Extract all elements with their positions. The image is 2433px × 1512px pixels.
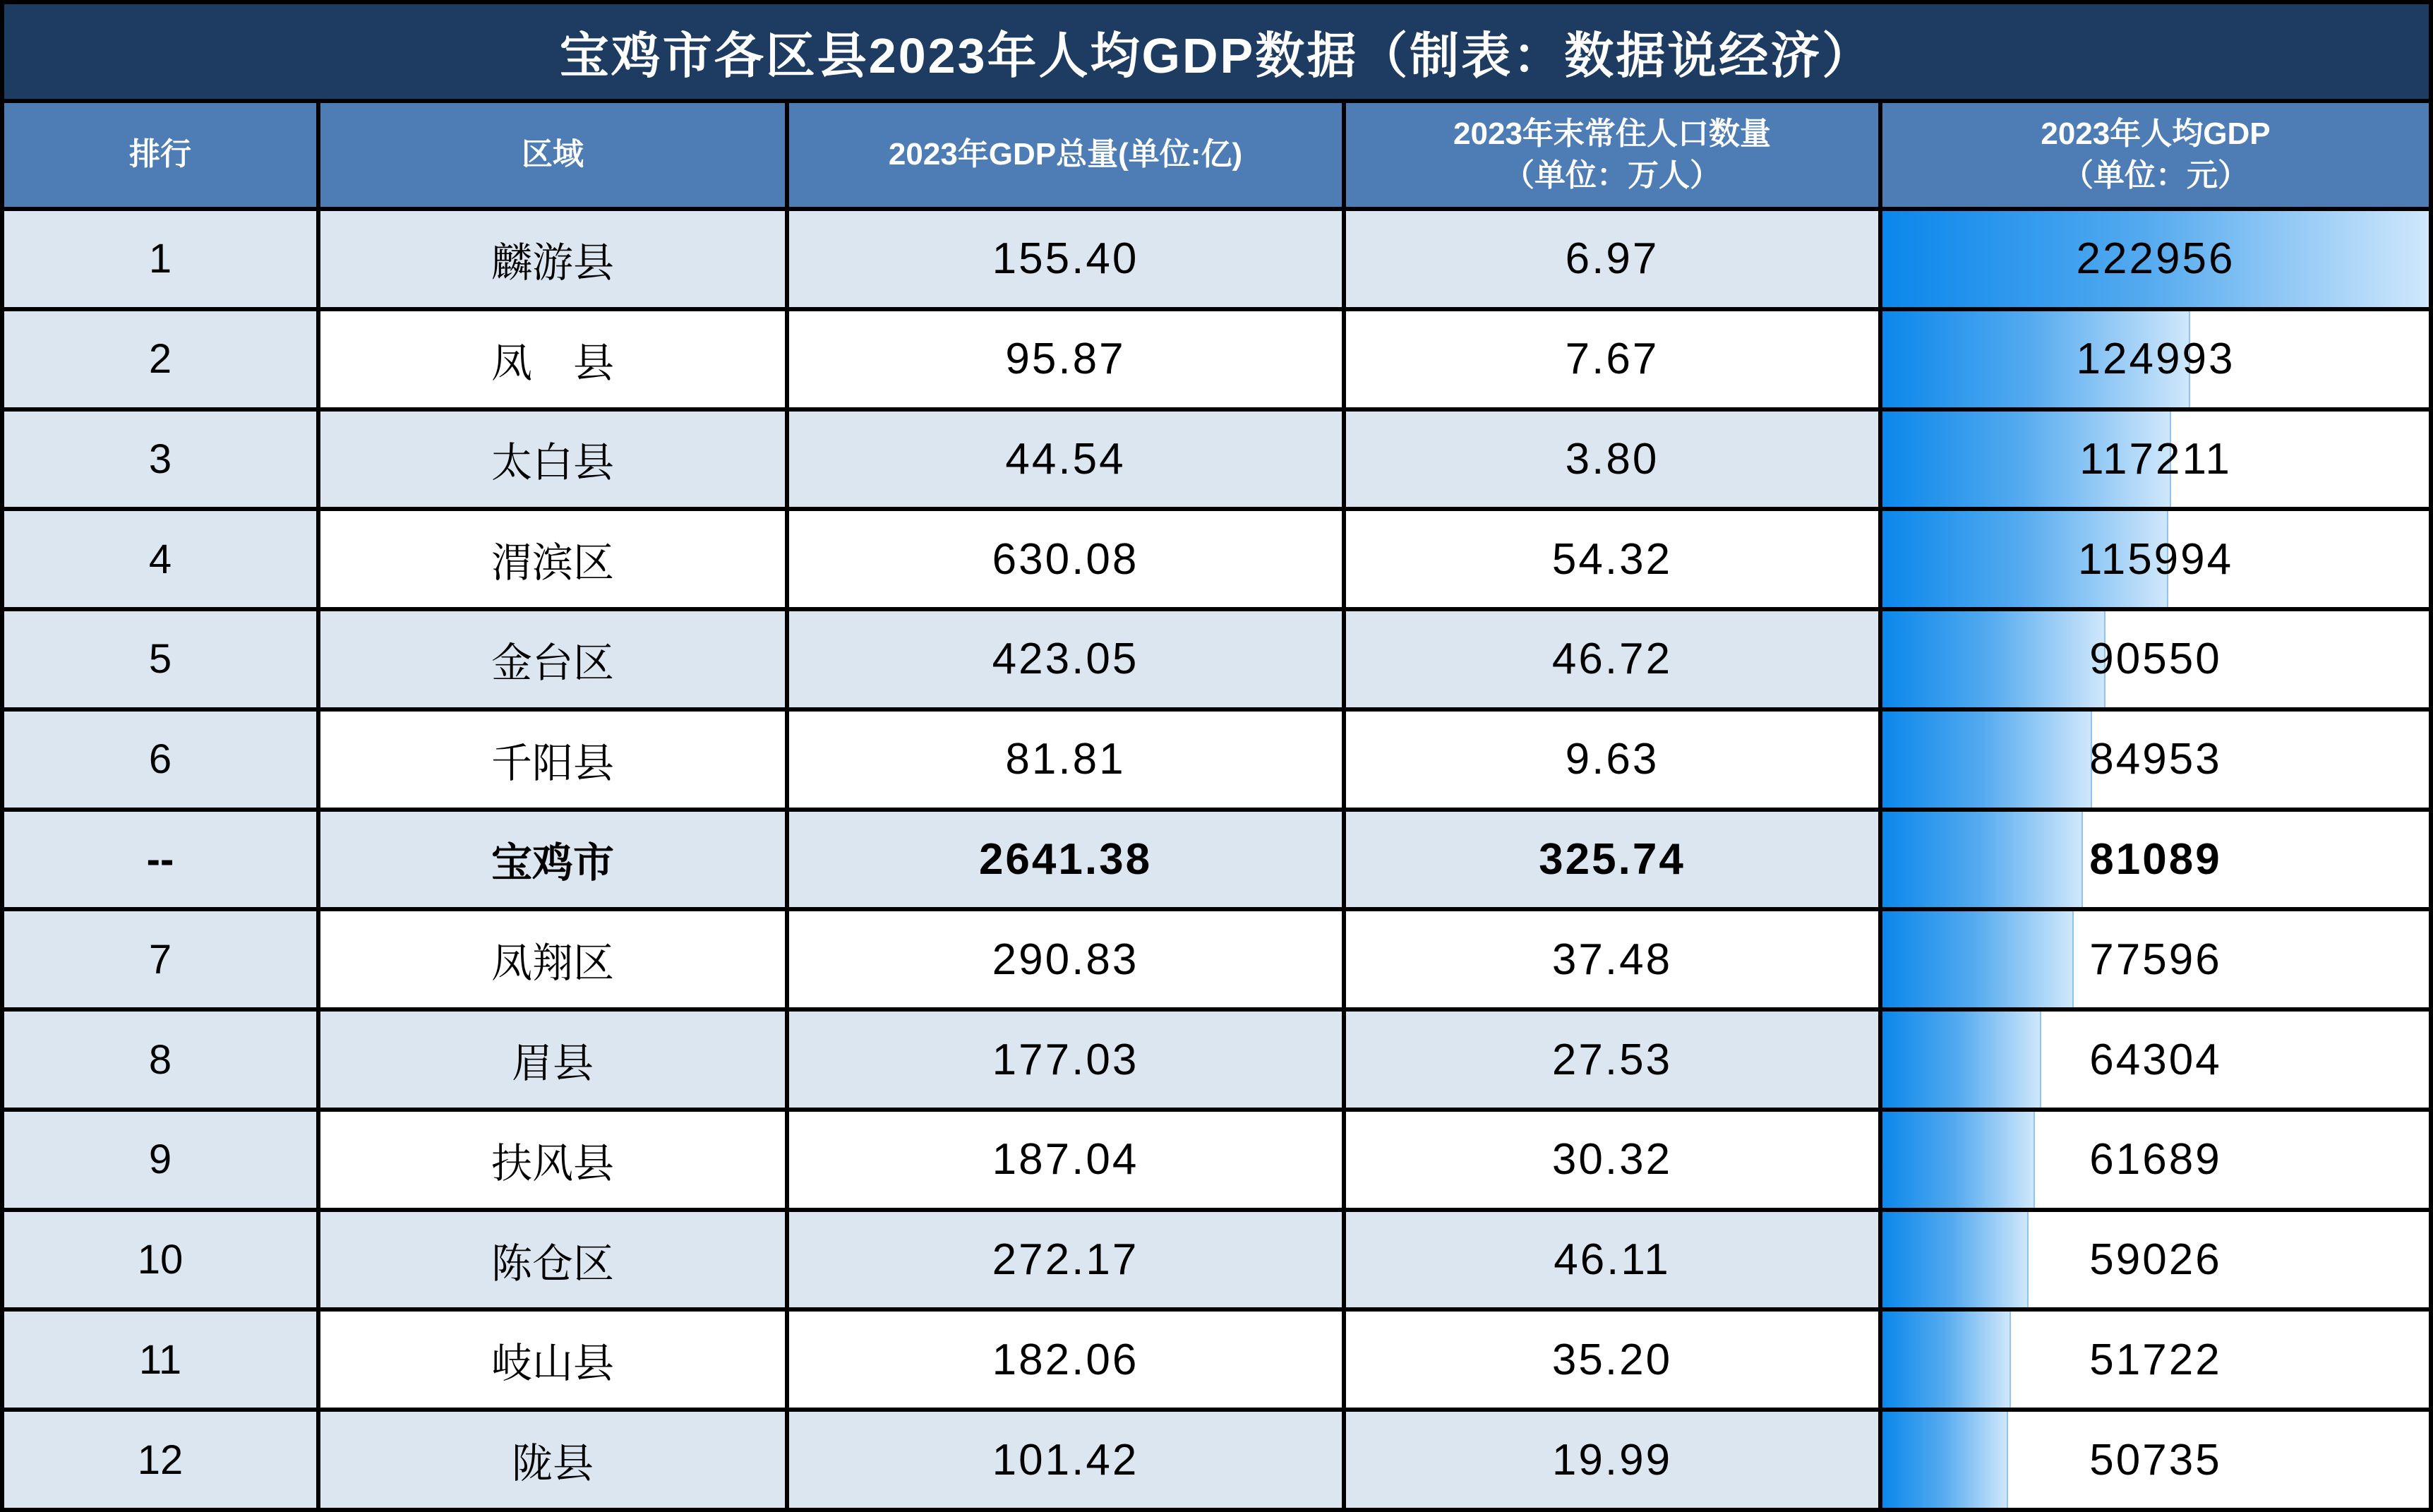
- per-capita-data-bar: [1882, 1112, 2035, 1208]
- per-capita-value: 81089: [2089, 834, 2222, 884]
- rank-value: 11: [138, 1336, 182, 1383]
- rank-value: --: [146, 836, 174, 882]
- population-cell: [1346, 611, 1878, 707]
- gdp-total-value: 290.83: [992, 935, 1139, 984]
- per-capita-value: 50735: [2089, 1435, 2222, 1484]
- per-capita-cell: [1882, 1212, 2429, 1308]
- per-capita-data-bar: [1882, 1012, 2041, 1108]
- rank-value: 5: [148, 636, 172, 683]
- per-capita-value: 115994: [2077, 534, 2234, 584]
- region-cell: [320, 911, 785, 1007]
- per-capita-value: 90550: [2089, 635, 2222, 684]
- per-capita-cell: [1882, 712, 2429, 808]
- per-capita-value: 61689: [2089, 1135, 2222, 1184]
- rank-cell: [4, 611, 316, 707]
- gdp-total-value: 44.54: [1005, 434, 1126, 484]
- rank-value: 4: [148, 536, 172, 582]
- gdp-total-value: 187.04: [992, 1135, 1139, 1184]
- gdp-total-cell: [789, 911, 1342, 1007]
- per-capita-data-bar: [1882, 812, 2083, 908]
- header-region: [320, 103, 785, 207]
- header-per-capita-gdp-label-line2: （单位：元）: [2062, 157, 2249, 193]
- rank-value: 9: [148, 1136, 172, 1183]
- region-value: 扶风县: [491, 1140, 614, 1187]
- per-capita-cell: [1882, 812, 2429, 908]
- gdp-total-cell: [789, 712, 1342, 808]
- region-value: 陈仓区: [491, 1240, 614, 1287]
- population-cell: [1346, 311, 1878, 407]
- per-capita-data-bar: [1882, 1412, 2008, 1508]
- gdp-total-value: 81.81: [1005, 735, 1126, 784]
- gdp-total-value: 423.05: [992, 635, 1139, 684]
- population-value: 325.74: [1539, 834, 1686, 884]
- gdp-total-value: 630.08: [992, 534, 1139, 584]
- per-capita-cell: [1882, 412, 2429, 508]
- gdp-total-cell: [789, 611, 1342, 707]
- population-cell: [1346, 1412, 1878, 1508]
- per-capita-value: 84953: [2089, 735, 2222, 784]
- region-cell: [320, 1412, 785, 1508]
- per-capita-value: 64304: [2089, 1035, 2222, 1084]
- gdp-total-cell: [789, 1212, 1342, 1308]
- header-population-label-line1: 2023年末常住人口数量: [1453, 116, 1771, 152]
- population-value: 37.48: [1551, 935, 1673, 984]
- gdp-total-cell: [789, 211, 1342, 307]
- population-value: 27.53: [1551, 1035, 1673, 1084]
- per-capita-cell: [1882, 311, 2429, 407]
- gdp-total-cell: [789, 1312, 1342, 1408]
- population-value: 46.72: [1551, 635, 1673, 684]
- rank-cell: [4, 1312, 316, 1408]
- rank-cell: [4, 1112, 316, 1208]
- per-capita-data-bar: [1882, 1312, 2011, 1408]
- region-value: 金台区: [491, 640, 614, 686]
- region-cell: [320, 511, 785, 607]
- rank-cell: [4, 412, 316, 508]
- header-gdp-total-label: 2023年GDP总量(单位:亿): [888, 137, 1243, 172]
- rank-cell: [4, 1412, 316, 1508]
- per-capita-value: 77596: [2089, 935, 2222, 984]
- region-value: 渭滨区: [491, 540, 614, 587]
- header-rank-label: 排行: [129, 137, 191, 172]
- region-value: 凤翔区: [491, 940, 614, 987]
- table-title: 宝鸡市各区县2023年人均GDP数据（制表：数据说经济）: [4, 4, 2429, 99]
- region-value: 凤 县: [491, 340, 614, 386]
- per-capita-value: 59026: [2089, 1235, 2222, 1285]
- header-per-capita-gdp-label-line1: 2023年人均GDP: [2041, 116, 2271, 152]
- per-capita-data-bar: [1882, 712, 2092, 808]
- rank-value: 6: [148, 736, 172, 783]
- gdp-total-cell: [789, 311, 1342, 407]
- rank-cell: [4, 712, 316, 808]
- gdp-total-value: 177.03: [992, 1035, 1139, 1084]
- region-cell: [320, 1212, 785, 1308]
- rank-value: 2: [148, 336, 172, 383]
- gdp-total-value: 155.40: [992, 234, 1139, 284]
- gdp-total-value: 2641.38: [978, 834, 1153, 884]
- rank-cell: [4, 1212, 316, 1308]
- gdp-total-cell: [789, 1012, 1342, 1108]
- population-value: 30.32: [1551, 1135, 1673, 1184]
- gdp-total-value: 182.06: [992, 1335, 1139, 1384]
- per-capita-data-bar: [1882, 1212, 2029, 1308]
- per-capita-cell: [1882, 611, 2429, 707]
- region-cell: [320, 712, 785, 808]
- header-per-capita-gdp: [1882, 103, 2429, 207]
- population-value: 35.20: [1551, 1335, 1673, 1384]
- region-value: 宝鸡市: [491, 840, 614, 887]
- region-cell: [320, 1112, 785, 1208]
- header-population-label-line2: （单位：万人）: [1503, 157, 1721, 193]
- per-capita-value: 51722: [2089, 1335, 2222, 1384]
- per-capita-value: 222956: [2076, 234, 2235, 284]
- population-cell: [1346, 1212, 1878, 1308]
- per-capita-cell: [1882, 211, 2429, 307]
- region-cell: [320, 812, 785, 908]
- header-region-label: 区域: [522, 137, 584, 172]
- rank-cell: [4, 311, 316, 407]
- region-cell: [320, 611, 785, 707]
- region-cell: [320, 311, 785, 407]
- rank-value: 10: [137, 1237, 184, 1283]
- rank-value: 12: [137, 1436, 184, 1483]
- population-value: 9.63: [1565, 735, 1659, 784]
- per-capita-data-bar: [1882, 911, 2074, 1007]
- population-cell: [1346, 1312, 1878, 1408]
- per-capita-cell: [1882, 911, 2429, 1007]
- population-cell: [1346, 211, 1878, 307]
- per-capita-value: 117211: [2079, 434, 2232, 484]
- per-capita-data-bar: [1882, 611, 2105, 707]
- region-value: 麟游县: [491, 239, 614, 286]
- population-cell: [1346, 712, 1878, 808]
- gdp-total-value: 272.17: [992, 1235, 1139, 1285]
- rank-cell: [4, 812, 316, 908]
- rank-cell: [4, 211, 316, 307]
- per-capita-cell: [1882, 511, 2429, 607]
- region-cell: [320, 1312, 785, 1408]
- population-cell: [1346, 911, 1878, 1007]
- population-cell: [1346, 1012, 1878, 1108]
- population-cell: [1346, 511, 1878, 607]
- population-value: 54.32: [1551, 534, 1673, 584]
- header-rank: [4, 103, 316, 207]
- population-cell: [1346, 1112, 1878, 1208]
- gdp-total-value: 95.87: [1005, 335, 1126, 384]
- gdp-total-cell: [789, 412, 1342, 508]
- per-capita-cell: [1882, 1312, 2429, 1408]
- rank-value: 3: [148, 436, 172, 482]
- per-capita-cell: [1882, 1112, 2429, 1208]
- gdp-total-cell: [789, 511, 1342, 607]
- population-value: 6.97: [1565, 234, 1659, 284]
- header-population: [1346, 103, 1878, 207]
- rank-cell: [4, 1012, 316, 1108]
- population-value: 46.11: [1554, 1235, 1671, 1285]
- region-cell: [320, 211, 785, 307]
- region-cell: [320, 412, 785, 508]
- header-gdp-total: [789, 103, 1342, 207]
- per-capita-value: 124993: [2076, 335, 2235, 384]
- gdp-total-cell: [789, 1412, 1342, 1508]
- region-value: 陇县: [511, 1441, 594, 1487]
- rank-cell: [4, 511, 316, 607]
- region-value: 太白县: [491, 440, 614, 486]
- region-value: 岐山县: [491, 1340, 614, 1387]
- population-value: 19.99: [1551, 1435, 1673, 1484]
- region-value: 千阳县: [491, 740, 614, 786]
- population-value: 7.67: [1565, 335, 1659, 384]
- rank-value: 7: [148, 936, 172, 983]
- gdp-total-cell: [789, 1112, 1342, 1208]
- population-cell: [1346, 412, 1878, 508]
- per-capita-cell: [1882, 1012, 2429, 1108]
- rank-value: 1: [148, 236, 172, 282]
- gdp-total-cell: [789, 812, 1342, 908]
- population-value: 3.80: [1565, 434, 1659, 484]
- population-cell: [1346, 812, 1878, 908]
- region-cell: [320, 1012, 785, 1108]
- rank-cell: [4, 911, 316, 1007]
- rank-value: 8: [148, 1036, 172, 1083]
- per-capita-cell: [1882, 1412, 2429, 1508]
- gdp-total-value: 101.42: [992, 1435, 1139, 1484]
- region-value: 眉县: [511, 1040, 594, 1086]
